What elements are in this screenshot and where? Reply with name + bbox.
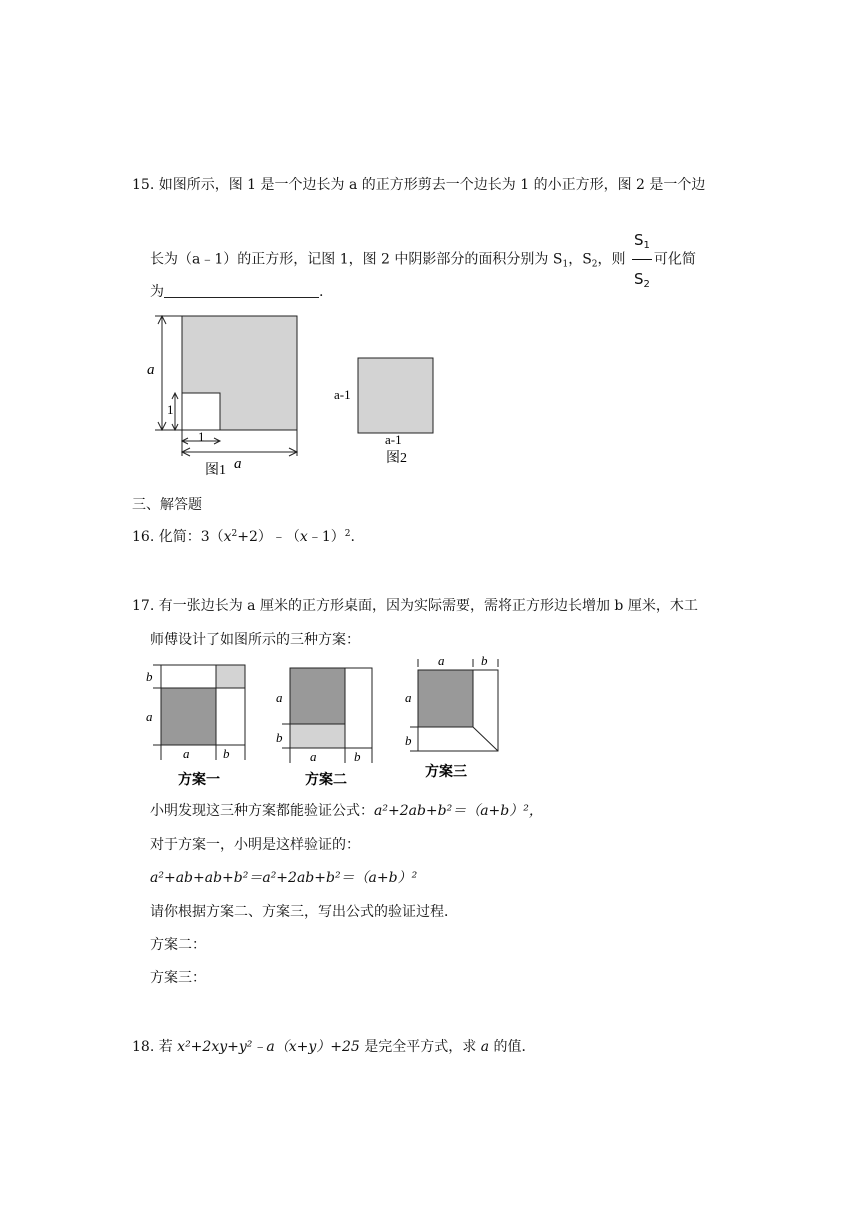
s1-over-s2-fraction: $\frac{S_1}{S_2}$ — [632, 222, 652, 297]
plan-2-figure — [270, 660, 380, 790]
svg-text:b: b — [405, 733, 412, 748]
q15-text-line1: 如图所示，图 1 是一个边长为 a 的正方形剪去一个边长为 1 的小正方形，图 2 是一个边 — [158, 177, 706, 193]
section-3-title: 三、解答题 — [132, 497, 202, 513]
plan-1-figure — [143, 660, 253, 790]
fig2-square — [358, 358, 433, 433]
fig1-label-a-left: a — [147, 362, 155, 378]
plan2-rect-b — [290, 724, 345, 748]
answer-blank[interactable] — [164, 285, 319, 298]
plan1-square-a — [161, 688, 216, 745]
q17-line8: 方案三： — [150, 970, 206, 986]
svg-text:a: a — [183, 746, 190, 761]
q15-line3: 为 . — [150, 284, 324, 300]
plan-2-caption: 方案二 — [305, 773, 347, 788]
fig1-caption: 图1 — [205, 463, 226, 478]
fig1-label-1-bottom: 1 — [198, 429, 205, 444]
q15-line1 — [132, 178, 705, 192]
svg-text:a: a — [405, 690, 412, 705]
fig2-caption: 图2 — [386, 451, 407, 466]
fig2-label-bottom: a-1 — [385, 432, 402, 447]
q15-number: 15. — [132, 177, 155, 193]
svg-text:b: b — [481, 653, 488, 668]
plan-1-caption: 方案一 — [178, 773, 220, 788]
plan3-square-a — [418, 670, 473, 727]
q17-line4: 对于方案一，小明是这样验证的： — [150, 837, 360, 853]
svg-text:a: a — [310, 749, 317, 764]
svg-text:a: a — [438, 653, 445, 668]
figure-1 — [140, 308, 315, 483]
svg-text:a: a — [276, 690, 283, 705]
q17-line3: 小明发现这三种方案都能验证公式：a²+2ab+b²＝（a+b）²， — [150, 803, 543, 819]
q17-line5: a²+ab+ab+b²＝a²+2ab+b²＝（a+b）² — [150, 870, 418, 886]
plan1-square-b — [216, 665, 245, 688]
q18-line: 18. 若 x²+2xy+y²﹣a（x+y）+25 是完全平方式，求 a 的值． — [132, 1039, 536, 1055]
svg-text:b: b — [223, 746, 230, 761]
q16-line: 16. 化简：$3(x^2+2)﹣(x﹣1)^2$. — [132, 529, 355, 545]
plan-3-figure — [400, 650, 510, 780]
q17-line7: 方案二： — [150, 937, 206, 953]
svg-text:a: a — [146, 709, 153, 724]
q17-line2: 师傅设计了如图所示的三种方案： — [150, 632, 360, 648]
plan-3-caption: 方案三 — [425, 765, 467, 780]
svg-text:b: b — [276, 730, 283, 745]
plan2-square-a — [290, 668, 345, 724]
fig1-small-square — [182, 393, 220, 430]
svg-text:b: b — [354, 749, 361, 764]
figure-2 — [330, 350, 450, 470]
q15-line2: 长为（a﹣1）的正方形，记图 1，图 2 中阴影部分的面积分别为 $S_1$，$S_2$，则 $\frac{S_1}{S_2}$ 可化简 — [150, 222, 696, 297]
fig1-label-1-left: 1 — [167, 402, 174, 417]
fig2-label-left: a-1 — [334, 387, 351, 402]
fig1-label-a-bottom: a — [234, 456, 242, 472]
q17-line1: 17. 有一张边长为 a 厘米的正方形桌面，因为实际需要，需将正方形边长增加 b 厘米，木工 — [132, 598, 698, 614]
svg-text:b: b — [146, 669, 153, 684]
q17-line6: 请你根据方案二、方案三，写出公式的验证过程． — [150, 904, 458, 920]
